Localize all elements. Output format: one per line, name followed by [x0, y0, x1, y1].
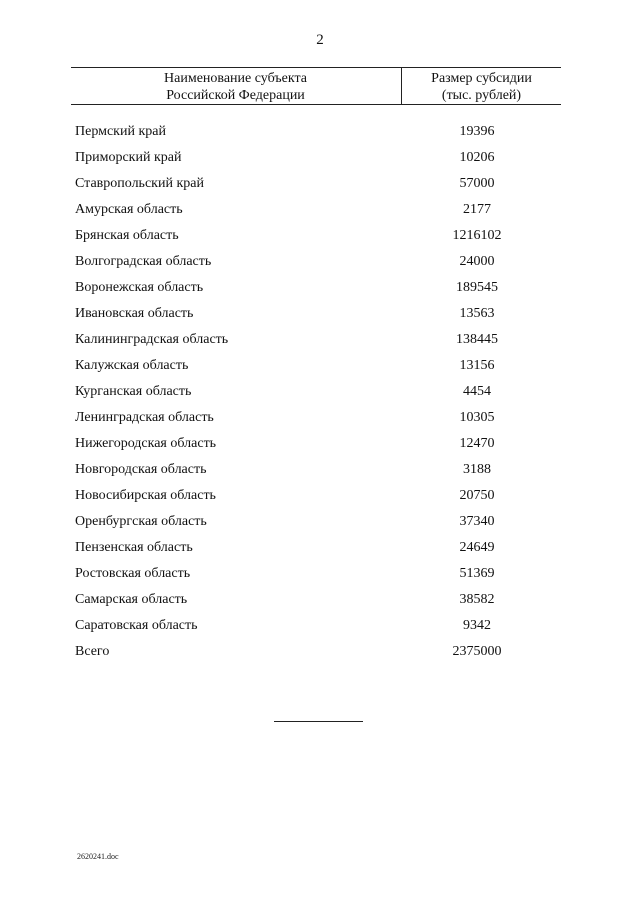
table-row — [75, 226, 565, 252]
total-value: 2375000 — [452, 644, 502, 659]
region-name: Оренбургская область — [75, 514, 207, 529]
page-number: 2 — [316, 32, 324, 48]
region-name: Приморский край — [75, 150, 182, 165]
table-row — [75, 330, 565, 356]
region-name: Новгородская область — [75, 462, 207, 477]
region-name: Калининградская область — [75, 332, 229, 347]
table-row — [75, 200, 565, 226]
subsidy-value: 1216102 — [452, 228, 502, 243]
region-name: Курганская область — [75, 384, 192, 399]
subsidy-value: 4454 — [463, 384, 491, 399]
table-row — [75, 382, 565, 408]
table-total-row — [75, 642, 565, 668]
subsidy-value: 2177 — [463, 202, 491, 217]
region-name: Воронежская область — [75, 280, 204, 295]
header-subsidy-amount-line2: (тыс. рублей) — [441, 88, 522, 103]
table-row — [75, 148, 565, 174]
subsidy-value: 37340 — [459, 514, 495, 529]
subsidy-value: 13563 — [459, 306, 495, 321]
document-file-id: 2620241.doc — [77, 852, 119, 861]
region-name: Ленинградская область — [75, 410, 214, 425]
table-row — [75, 460, 565, 486]
subsidy-table-body — [75, 122, 565, 668]
subsidy-value: 19396 — [459, 124, 495, 139]
subsidy-value: 138445 — [456, 332, 498, 347]
subsidy-value: 57000 — [459, 176, 495, 191]
region-name: Амурская область — [75, 202, 183, 217]
table-header — [71, 67, 561, 105]
subsidy-value: 10305 — [459, 410, 495, 425]
table-row — [75, 304, 565, 330]
table-row — [75, 512, 565, 538]
subsidy-value: 12470 — [459, 436, 495, 451]
subsidy-value: 24000 — [459, 254, 495, 269]
region-name: Брянская область — [75, 228, 179, 243]
header-region-name-line1: Наименование субъекта — [164, 71, 307, 86]
subsidy-value: 24649 — [459, 540, 495, 555]
subsidy-value: 3188 — [463, 462, 491, 477]
table-row — [75, 564, 565, 590]
region-name: Ставропольский край — [75, 176, 204, 191]
region-name: Волгоградская область — [75, 254, 212, 269]
header-region-name-line2: Российской Федерации — [166, 88, 305, 103]
subsidy-value: 13156 — [459, 358, 495, 373]
table-row — [75, 616, 565, 642]
subsidy-value: 38582 — [459, 592, 495, 607]
region-name: Пермский край — [75, 124, 166, 139]
table-row — [75, 278, 565, 304]
region-name: Нижегородская область — [75, 436, 217, 451]
subsidy-value: 189545 — [456, 280, 498, 295]
table-row — [75, 486, 565, 512]
table-row — [75, 434, 565, 460]
region-name: Саратовская область — [75, 618, 198, 633]
region-name: Пензенская область — [75, 540, 193, 555]
table-row — [75, 174, 565, 200]
region-name: Новосибирская область — [75, 488, 216, 503]
subsidy-value: 9342 — [463, 618, 491, 633]
table-row — [75, 356, 565, 382]
region-name: Калужская область — [75, 358, 189, 373]
table-row — [75, 252, 565, 278]
subsidy-value: 51369 — [459, 566, 495, 581]
subsidy-value: 10206 — [459, 150, 495, 165]
header-region-name — [71, 70, 400, 104]
header-subsidy-amount — [402, 70, 561, 104]
end-of-document-rule — [274, 721, 363, 722]
total-label: Всего — [75, 644, 110, 659]
region-name: Самарская область — [75, 592, 188, 607]
header-subsidy-amount-line1: Размер субсидии — [431, 71, 532, 86]
table-row — [75, 590, 565, 616]
subsidy-value: 20750 — [459, 488, 495, 503]
table-row — [75, 122, 565, 148]
region-name: Ивановская область — [75, 306, 194, 321]
table-row — [75, 408, 565, 434]
region-name: Ростовская область — [75, 566, 191, 581]
table-row — [75, 538, 565, 564]
